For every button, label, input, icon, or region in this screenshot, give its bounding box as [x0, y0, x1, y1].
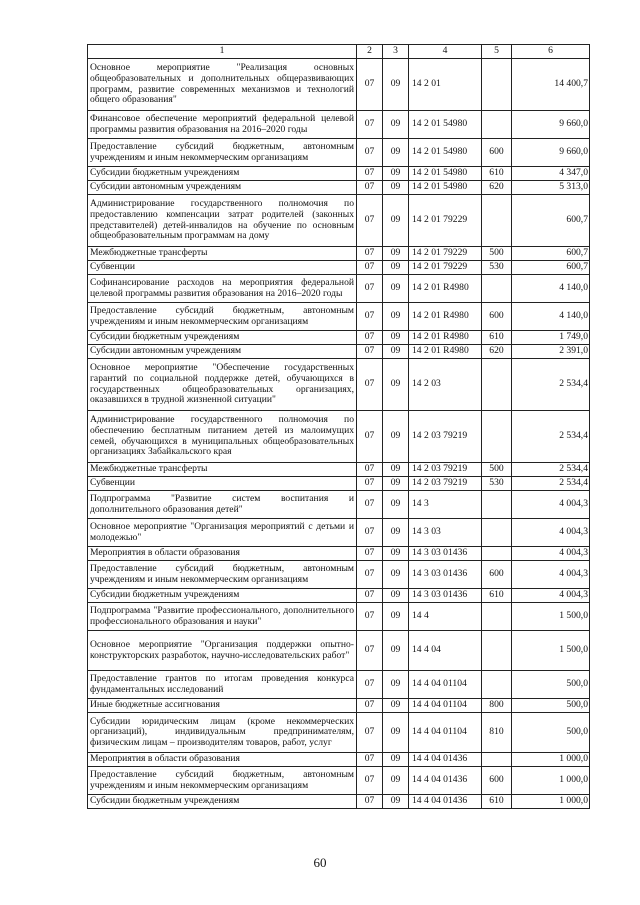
row-amount: 4 004,3	[512, 547, 590, 561]
row-section-code: 07	[357, 139, 383, 167]
row-name: Предоставление субсидий бюджетным, автономным учреждениям и иным некоммерческим организациям	[88, 561, 357, 589]
row-amount: 2 391,0	[512, 345, 590, 359]
row-section-code: 07	[357, 491, 383, 519]
row-target-code: 14 2 03 79219	[409, 463, 482, 477]
row-target-code: 14 2 03	[409, 359, 482, 411]
row-expense-type: 610	[482, 167, 512, 181]
row-expense-type	[482, 411, 512, 463]
row-section-code: 07	[357, 463, 383, 477]
table-row	[88, 303, 590, 331]
table-row	[88, 195, 590, 247]
row-section-code: 07	[357, 181, 383, 195]
row-amount: 1 000,0	[512, 753, 590, 767]
row-name: Межбюджетные трансферты	[88, 463, 357, 477]
table-row	[88, 519, 590, 547]
row-amount: 1 500,0	[512, 603, 590, 631]
row-amount: 4 140,0	[512, 303, 590, 331]
row-target-code: 14 3	[409, 491, 482, 519]
table-row	[88, 603, 590, 631]
row-target-code: 14 3 03 01436	[409, 547, 482, 561]
row-subsection-code: 09	[383, 359, 409, 411]
table-row	[88, 247, 590, 261]
table-row	[88, 699, 590, 713]
row-expense-type	[482, 671, 512, 699]
row-expense-type	[482, 491, 512, 519]
table-row	[88, 111, 590, 139]
row-name: Администрирование государственного полномочия по обеспечению бесплатным питанием детей из малоимущих семей, обучающихся в муниципальных общеобразовательных организациях Забайкальского края	[88, 411, 357, 463]
table-row	[88, 139, 590, 167]
table-row	[88, 767, 590, 795]
row-target-code: 14 2 01 54980	[409, 167, 482, 181]
table-row	[88, 547, 590, 561]
header-col-6: 6	[512, 45, 590, 59]
row-target-code: 14 2 01 54980	[409, 139, 482, 167]
row-expense-type	[482, 359, 512, 411]
row-subsection-code: 09	[383, 111, 409, 139]
row-expense-type: 620	[482, 181, 512, 195]
row-target-code: 14 2 01 R4980	[409, 345, 482, 359]
row-section-code: 07	[357, 411, 383, 463]
row-target-code: 14 4 04 01436	[409, 753, 482, 767]
row-subsection-code: 09	[383, 345, 409, 359]
row-name: Субсидии автономным учреждениям	[88, 345, 357, 359]
row-section-code: 07	[357, 671, 383, 699]
row-expense-type	[482, 195, 512, 247]
row-subsection-code: 09	[383, 561, 409, 589]
row-subsection-code: 09	[383, 261, 409, 275]
header-col-5: 5	[482, 45, 512, 59]
row-expense-type: 600	[482, 767, 512, 795]
row-target-code: 14 2 01 79229	[409, 247, 482, 261]
row-amount: 600,7	[512, 261, 590, 275]
row-target-code: 14 3 03 01436	[409, 589, 482, 603]
row-amount: 1 000,0	[512, 767, 590, 795]
row-target-code: 14 2 03 79219	[409, 477, 482, 491]
row-section-code: 07	[357, 795, 383, 809]
table-row	[88, 167, 590, 181]
row-subsection-code: 09	[383, 247, 409, 261]
row-target-code: 14 4 04 01104	[409, 699, 482, 713]
table-row	[88, 463, 590, 477]
row-amount: 2 534,4	[512, 359, 590, 411]
row-section-code: 07	[357, 345, 383, 359]
table-row	[88, 345, 590, 359]
budget-table	[87, 44, 590, 809]
row-name: Субсидии юридическим лицам (кроме некоммерческих организаций), индивидуальным предпринимателям, физическим лицам – производителям товаров, работ, услуг	[88, 713, 357, 753]
row-section-code: 07	[357, 631, 383, 671]
table-row	[88, 671, 590, 699]
row-name: Софинансирование расходов на мероприятия федеральной целевой программы развития образования на 2016–2020 годы	[88, 275, 357, 303]
row-name: Предоставление субсидий бюджетным, автономным учреждениям и иным некоммерческим организациям	[88, 139, 357, 167]
row-target-code: 14 4 04 01436	[409, 795, 482, 809]
row-expense-type: 620	[482, 345, 512, 359]
row-subsection-code: 09	[383, 547, 409, 561]
row-expense-type	[482, 275, 512, 303]
table-row	[88, 359, 590, 411]
row-subsection-code: 09	[383, 139, 409, 167]
row-name: Мероприятия в области образования	[88, 547, 357, 561]
table-body	[88, 59, 590, 809]
row-name: Подпрограмма "Развитие профессионального, дополнительного профессионального образования и науки"	[88, 603, 357, 631]
row-name: Субсидии автономным учреждениям	[88, 181, 357, 195]
table-row	[88, 713, 590, 753]
row-subsection-code: 09	[383, 795, 409, 809]
row-target-code: 14 2 01	[409, 59, 482, 111]
row-section-code: 07	[357, 275, 383, 303]
row-amount: 500,0	[512, 713, 590, 753]
row-expense-type: 530	[482, 261, 512, 275]
row-amount: 4 004,3	[512, 589, 590, 603]
row-name: Субвенции	[88, 261, 357, 275]
row-name: Иные бюджетные ассигнования	[88, 699, 357, 713]
row-section-code: 07	[357, 111, 383, 139]
row-expense-type	[482, 111, 512, 139]
row-amount: 9 660,0	[512, 111, 590, 139]
row-name: Субсидии бюджетным учреждениям	[88, 331, 357, 345]
row-name: Мероприятия в области образования	[88, 753, 357, 767]
row-name: Субсидии бюджетным учреждениям	[88, 589, 357, 603]
row-section-code: 07	[357, 167, 383, 181]
row-section-code: 07	[357, 767, 383, 795]
table-row	[88, 753, 590, 767]
row-amount: 600,7	[512, 247, 590, 261]
row-expense-type: 500	[482, 247, 512, 261]
row-target-code: 14 2 01 54980	[409, 181, 482, 195]
row-expense-type	[482, 547, 512, 561]
row-amount: 4 140,0	[512, 275, 590, 303]
row-amount: 5 313,0	[512, 181, 590, 195]
header-col-4: 4	[409, 45, 482, 59]
row-target-code: 14 4 04 01436	[409, 767, 482, 795]
row-name: Основное мероприятие "Организация мероприятий с детьми и молодежью"	[88, 519, 357, 547]
table-row	[88, 59, 590, 111]
table-row	[88, 631, 590, 671]
row-subsection-code: 09	[383, 477, 409, 491]
row-target-code: 14 2 01 R4980	[409, 331, 482, 345]
row-section-code: 07	[357, 547, 383, 561]
row-amount: 1 000,0	[512, 795, 590, 809]
row-subsection-code: 09	[383, 491, 409, 519]
row-amount: 9 660,0	[512, 139, 590, 167]
table-row	[88, 261, 590, 275]
row-subsection-code: 09	[383, 519, 409, 547]
row-name: Основное мероприятие "Обеспечение государственных гарантий по социальной поддержке детей, обучающихся в государственных общеобразовательных организациях, оказавшихся в трудной жизненной ситуации"	[88, 359, 357, 411]
row-amount: 1 500,0	[512, 631, 590, 671]
page-number: 60	[313, 855, 327, 870]
row-amount: 4 004,3	[512, 561, 590, 589]
row-section-code: 07	[357, 331, 383, 345]
row-name: Подпрограмма "Развитие систем воспитания и дополнительного образования детей"	[88, 491, 357, 519]
row-target-code: 14 2 01 R4980	[409, 303, 482, 331]
row-target-code: 14 4 04	[409, 631, 482, 671]
row-subsection-code: 09	[383, 463, 409, 477]
row-amount: 600,7	[512, 195, 590, 247]
row-expense-type: 610	[482, 589, 512, 603]
row-subsection-code: 09	[383, 195, 409, 247]
row-expense-type: 810	[482, 713, 512, 753]
row-amount: 1 749,0	[512, 331, 590, 345]
row-amount: 14 400,7	[512, 59, 590, 111]
row-subsection-code: 09	[383, 671, 409, 699]
table-row	[88, 589, 590, 603]
row-subsection-code: 09	[383, 603, 409, 631]
row-expense-type: 610	[482, 795, 512, 809]
row-name: Субсидии бюджетным учреждениям	[88, 167, 357, 181]
row-section-code: 07	[357, 699, 383, 713]
row-expense-type	[482, 753, 512, 767]
table-row	[88, 561, 590, 589]
row-section-code: 07	[357, 59, 383, 111]
row-subsection-code: 09	[383, 59, 409, 111]
row-section-code: 07	[357, 589, 383, 603]
row-section-code: 07	[357, 359, 383, 411]
row-expense-type	[482, 631, 512, 671]
row-name: Субсидии бюджетным учреждениям	[88, 795, 357, 809]
row-subsection-code: 09	[383, 331, 409, 345]
row-amount: 2 534,4	[512, 477, 590, 491]
row-expense-type: 610	[482, 331, 512, 345]
row-section-code: 07	[357, 477, 383, 491]
row-expense-type: 500	[482, 463, 512, 477]
row-subsection-code: 09	[383, 753, 409, 767]
row-expense-type	[482, 59, 512, 111]
row-name: Основное мероприятие "Реализация основных общеобразовательных и дополнительных общеразвивающих программ, развитие современных механизмов и технологий общего образования"	[88, 59, 357, 111]
header-col-2: 2	[357, 45, 383, 59]
table-row	[88, 795, 590, 809]
row-section-code: 07	[357, 195, 383, 247]
row-name: Финансовое обеспечение мероприятий федеральной целевой программы развития образования на 2016–2020 годы	[88, 111, 357, 139]
row-subsection-code: 09	[383, 699, 409, 713]
table-row	[88, 491, 590, 519]
row-target-code: 14 3 03 01436	[409, 561, 482, 589]
table-row	[88, 411, 590, 463]
row-expense-type: 600	[482, 139, 512, 167]
row-target-code: 14 4	[409, 603, 482, 631]
row-expense-type: 600	[482, 561, 512, 589]
row-subsection-code: 09	[383, 589, 409, 603]
row-amount: 4 004,3	[512, 491, 590, 519]
table-row	[88, 331, 590, 345]
row-target-code: 14 4 04 01104	[409, 671, 482, 699]
row-section-code: 07	[357, 247, 383, 261]
row-subsection-code: 09	[383, 767, 409, 795]
row-section-code: 07	[357, 603, 383, 631]
table-row	[88, 477, 590, 491]
row-subsection-code: 09	[383, 411, 409, 463]
row-target-code: 14 2 01 54980	[409, 111, 482, 139]
row-subsection-code: 09	[383, 167, 409, 181]
row-section-code: 07	[357, 753, 383, 767]
row-name: Межбюджетные трансферты	[88, 247, 357, 261]
row-amount: 500,0	[512, 699, 590, 713]
row-target-code: 14 2 01 R4980	[409, 275, 482, 303]
row-section-code: 07	[357, 519, 383, 547]
row-subsection-code: 09	[383, 181, 409, 195]
row-subsection-code: 09	[383, 303, 409, 331]
row-target-code: 14 3 03	[409, 519, 482, 547]
row-expense-type: 530	[482, 477, 512, 491]
table-header-row	[88, 45, 590, 59]
row-name: Администрирование государственного полномочия по предоставлению компенсации затрат родителей (законных представителей) детей-инвалидов на обучение по основным общеобразовательным программам на дому	[88, 195, 357, 247]
row-name: Субвенции	[88, 477, 357, 491]
row-section-code: 07	[357, 561, 383, 589]
header-col-1: 1	[88, 45, 357, 59]
row-expense-type	[482, 603, 512, 631]
row-amount: 4 004,3	[512, 519, 590, 547]
row-section-code: 07	[357, 261, 383, 275]
table-row	[88, 181, 590, 195]
row-target-code: 14 2 01 79229	[409, 261, 482, 275]
table-row	[88, 275, 590, 303]
row-name: Основное мероприятие "Организация поддержки опытно-конструкторских разработок, научно-исследовательских работ"	[88, 631, 357, 671]
row-section-code: 07	[357, 713, 383, 753]
row-name: Предоставление субсидий бюджетным, автономным учреждениям и иным некоммерческим организациям	[88, 767, 357, 795]
header-col-3: 3	[383, 45, 409, 59]
row-amount: 500,0	[512, 671, 590, 699]
row-amount: 4 347,0	[512, 167, 590, 181]
row-section-code: 07	[357, 303, 383, 331]
row-name: Предоставление грантов по итогам проведения конкурса фундаментальных исследований	[88, 671, 357, 699]
row-subsection-code: 09	[383, 631, 409, 671]
row-target-code: 14 2 03 79219	[409, 411, 482, 463]
row-expense-type	[482, 519, 512, 547]
row-subsection-code: 09	[383, 275, 409, 303]
row-amount: 2 534,4	[512, 411, 590, 463]
row-target-code: 14 4 04 01104	[409, 713, 482, 753]
row-expense-type: 800	[482, 699, 512, 713]
row-expense-type: 600	[482, 303, 512, 331]
row-name: Предоставление субсидий бюджетным, автономным учреждениям и иным некоммерческим организациям	[88, 303, 357, 331]
row-subsection-code: 09	[383, 713, 409, 753]
row-target-code: 14 2 01 79229	[409, 195, 482, 247]
row-amount: 2 534,4	[512, 463, 590, 477]
